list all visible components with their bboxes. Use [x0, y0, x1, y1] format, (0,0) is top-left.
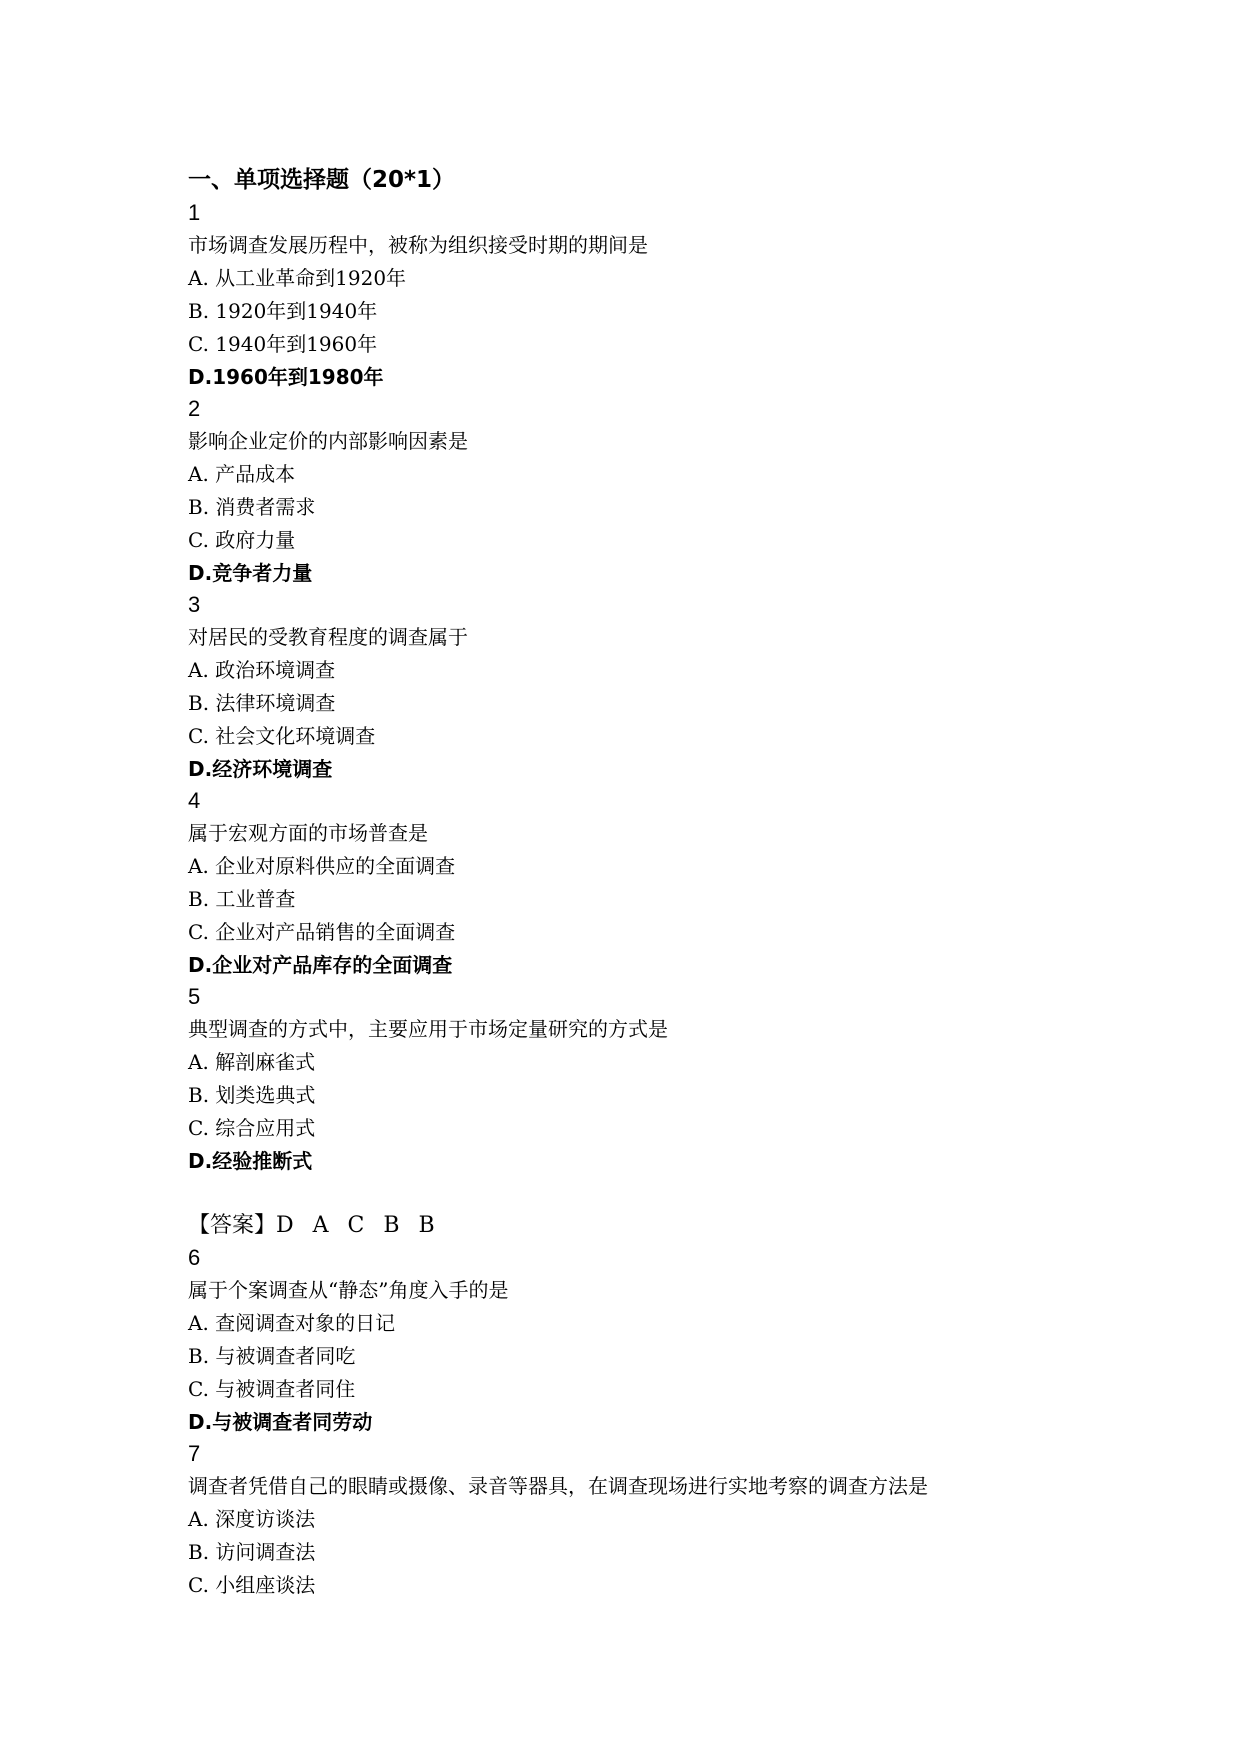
option-d: D.企业对产品库存的全面调查 [188, 953, 453, 977]
option-a: A. 产品成本 [188, 462, 296, 486]
question-2 [188, 393, 1188, 589]
option-c: C. 小组座谈法 [188, 1573, 316, 1597]
question-number: 5 [188, 984, 201, 1009]
option-d: D.经验推断式 [188, 1149, 313, 1173]
option-c: C. 社会文化环境调查 [188, 724, 376, 748]
option-d: D.经济环境调查 [188, 757, 333, 781]
answer-key [188, 1210, 1188, 1242]
document-page [188, 164, 1188, 1602]
option-b: B. 工业普查 [188, 887, 296, 911]
option-c: C. 综合应用式 [188, 1116, 316, 1140]
option-d: D.与被调查者同劳动 [188, 1410, 373, 1434]
option-a: A. 深度访谈法 [188, 1507, 316, 1531]
question-number: 1 [188, 200, 201, 225]
question-number: 2 [188, 396, 201, 421]
question-text: 影响企业定价的内部影响因素是 [188, 429, 468, 453]
question-5 [188, 981, 1188, 1177]
question-text: 属于个案调查从“静态”角度入手的是 [188, 1278, 509, 1302]
option-b: B. 法律环境调查 [188, 691, 336, 715]
option-b: B. 消费者需求 [188, 495, 316, 519]
option-d: D.1960年到1980年 [188, 365, 384, 389]
question-text: 典型调查的方式中，主要应用于市场定量研究的方式是 [188, 1017, 668, 1041]
question-number: 3 [188, 592, 201, 617]
question-number: 7 [188, 1441, 201, 1466]
option-b: B. 与被调查者同吃 [188, 1344, 356, 1368]
option-d: D.竞争者力量 [188, 561, 313, 585]
option-c: C. 1940年到1960年 [188, 332, 378, 356]
question-1 [188, 197, 1188, 393]
section-title: 一、单项选择题（20*1） [188, 167, 456, 193]
option-a: A. 政治环境调查 [188, 658, 336, 682]
question-text: 属于宏观方面的市场普查是 [188, 821, 428, 845]
option-a: A. 从工业革命到1920年 [188, 266, 407, 290]
question-text: 对居民的受教育程度的调查属于 [188, 625, 468, 649]
option-b: B. 访问调查法 [188, 1540, 316, 1564]
option-a: A. 查阅调查对象的日记 [188, 1311, 396, 1335]
option-c: C. 企业对产品销售的全面调查 [188, 920, 456, 944]
option-b: B. 划类选典式 [188, 1083, 316, 1107]
question-text: 调查者凭借自己的眼睛或摄像、录音等器具，在调查现场进行实地考察的调查方法是 [188, 1474, 928, 1498]
question-number: 4 [188, 788, 201, 813]
answer-label: 【答案】 [188, 1213, 277, 1238]
option-a: A. 解剖麻雀式 [188, 1050, 316, 1074]
question-6 [188, 1242, 1188, 1438]
question-7 [188, 1438, 1188, 1602]
question-4 [188, 785, 1188, 981]
option-c: C. 政府力量 [188, 528, 296, 552]
question-3 [188, 589, 1188, 785]
option-b: B. 1920年到1940年 [188, 299, 378, 323]
option-a: A. 企业对原料供应的全面调查 [188, 854, 456, 878]
question-text: 市场调查发展历程中，被称为组织接受时期的期间是 [188, 233, 648, 257]
blank-line [188, 1177, 1188, 1210]
option-c: C. 与被调查者同住 [188, 1377, 356, 1401]
question-number: 6 [188, 1245, 201, 1270]
answer-letters: D A C B B [276, 1213, 441, 1238]
